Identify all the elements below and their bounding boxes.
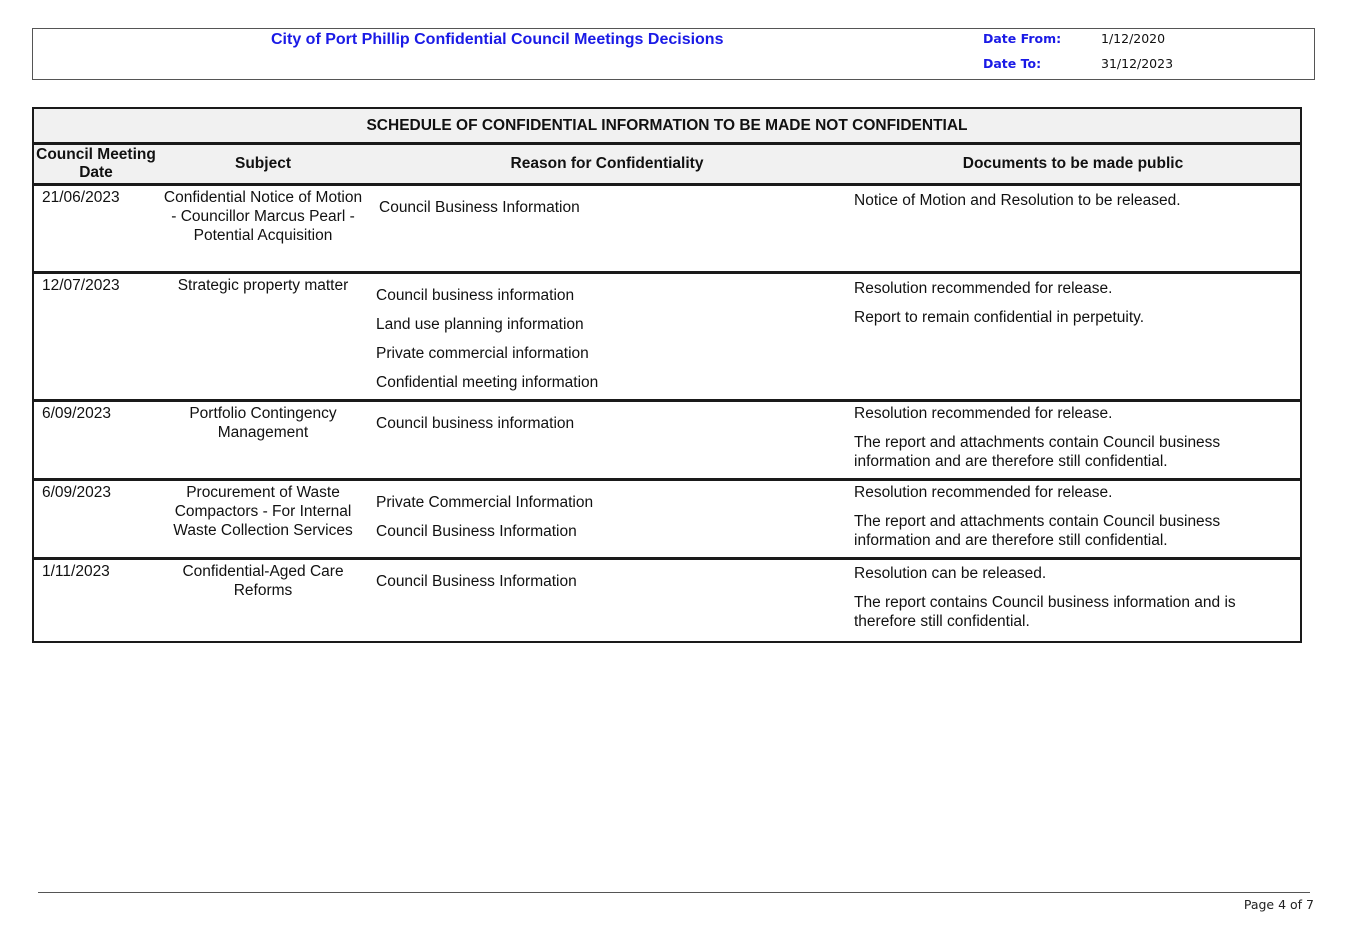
column-header-row <box>34 145 1300 186</box>
table-row <box>34 402 1300 481</box>
documents-cell <box>846 481 1300 560</box>
column-header-reason: Reason for Confidentiality <box>510 155 704 172</box>
reason-item: Council Business Information <box>376 573 577 590</box>
table-row <box>34 481 1300 560</box>
subject: Portfolio Contingency Management <box>189 405 337 441</box>
reason-cell <box>368 186 846 271</box>
document-item: Resolution recommended for release. <box>854 280 1113 297</box>
report-title: City of Port Phillip Confidential Council Meetings Decisions <box>271 31 724 48</box>
date-to-label: Date To: <box>983 56 1042 71</box>
reason-item: Land use planning information <box>376 316 584 333</box>
column-header-documents: Documents to be made public <box>962 155 1184 172</box>
reason-item: Council Business Information <box>379 199 580 216</box>
document-item: The report contains Council business information and is therefore still confidential. <box>854 594 1236 630</box>
meeting-date: 6/09/2023 <box>42 484 111 501</box>
document-item: Resolution recommended for release. <box>854 484 1113 501</box>
document-item: The report and attachments contain Council business information and are therefore still confidential. <box>854 513 1221 549</box>
reason-item: Confidential meeting information <box>376 374 599 391</box>
date-from-value: 1/12/2020 <box>1101 31 1166 46</box>
documents-cell <box>846 186 1300 271</box>
reason-cell <box>368 274 846 402</box>
meeting-date: 1/11/2023 <box>42 563 110 580</box>
document-item: Resolution recommended for release. <box>854 405 1113 422</box>
column-header-date: Council Meeting Date <box>36 146 156 181</box>
date-from-label: Date From: <box>983 31 1062 46</box>
reason-item: Council business information <box>376 415 575 432</box>
document-item: Report to remain confidential in perpetuity. <box>854 309 1145 326</box>
subject: Strategic property matter <box>177 277 349 294</box>
reason-item: Private Commercial Information <box>376 494 594 511</box>
table-row <box>34 186 1300 274</box>
meeting-date: 6/09/2023 <box>42 405 111 422</box>
documents-cell <box>846 560 1300 641</box>
reason-cell <box>368 560 846 641</box>
document-item: Notice of Motion and Resolution to be released. <box>854 192 1181 209</box>
schedule-table <box>32 107 1302 643</box>
subject: Confidential Notice of Motion - Councillor Marcus Pearl - Potential Acquisition <box>163 189 363 244</box>
footer-divider <box>38 892 1310 893</box>
meeting-date: 21/06/2023 <box>42 189 120 206</box>
date-to-value: 31/12/2023 <box>1101 56 1174 71</box>
document-item: Resolution can be released. <box>854 565 1047 582</box>
documents-cell <box>846 402 1300 481</box>
reason-cell <box>368 481 846 560</box>
subject: Procurement of Waste Compactors - For Internal Waste Collection Services <box>173 484 353 539</box>
page-number: Page 4 of 7 <box>1243 897 1314 912</box>
table-row <box>34 274 1300 402</box>
reason-cell <box>368 402 846 481</box>
schedule-title: SCHEDULE OF CONFIDENTIAL INFORMATION TO BE MADE NOT CONFIDENTIAL <box>34 109 1300 145</box>
column-header-subject: Subject <box>235 155 291 172</box>
subject: Confidential-Aged Care Reforms <box>182 563 344 599</box>
report-header <box>32 28 1315 80</box>
reason-item: Private commercial information <box>376 345 589 362</box>
reason-item: Council business information <box>376 287 575 304</box>
meeting-date: 12/07/2023 <box>42 277 120 294</box>
documents-cell <box>846 274 1300 402</box>
table-row <box>34 560 1300 641</box>
reason-item: Council Business Information <box>376 523 577 540</box>
document-item: The report and attachments contain Council business information and are therefore still confidential. <box>854 434 1221 470</box>
